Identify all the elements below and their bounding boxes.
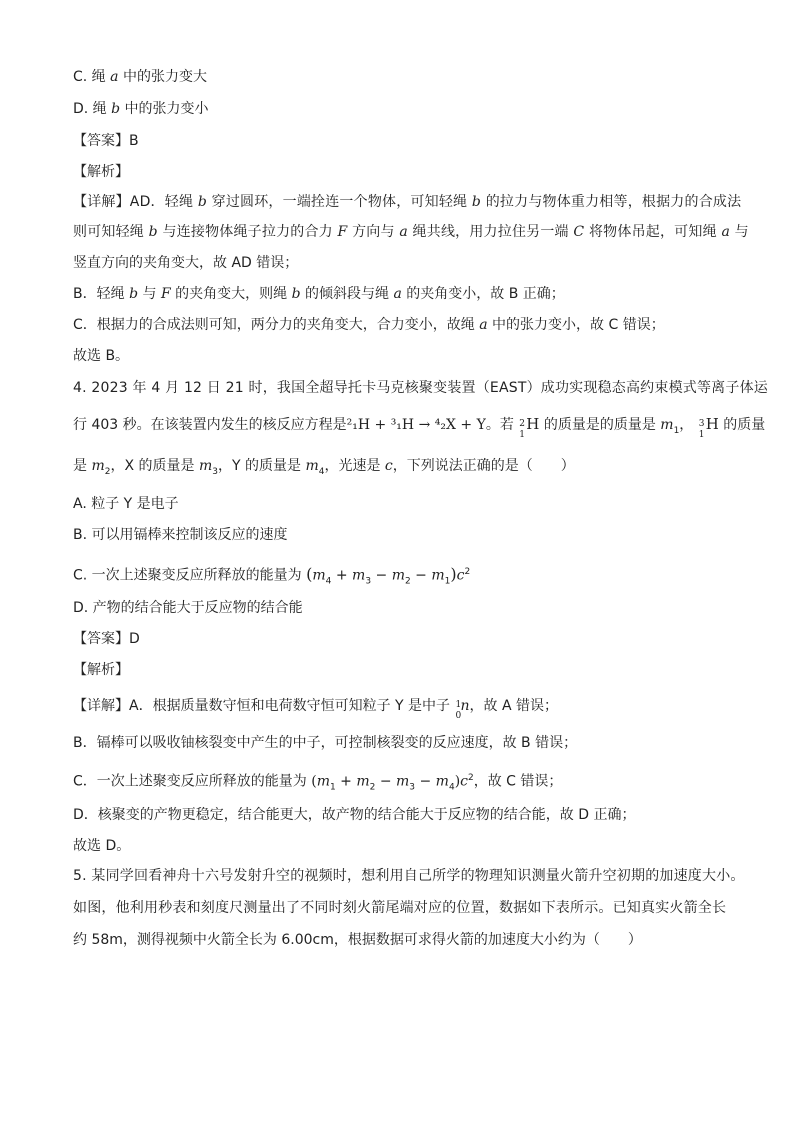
- q4-option-b: B. 可以用镉棒来控制该反应的速度: [73, 527, 288, 543]
- deuterium-symbol: 2 1: [519, 419, 526, 440]
- q4-detail-line-1: 【详解】A．根据质量数守恒和电荷数守恒可知粒子 Y 是中子 1 0 n，故 A 错误；: [73, 698, 558, 721]
- detail-prev-line-3: 竖直方向的夹角变大，故 AD 错误；: [73, 255, 299, 271]
- option-d-prev: D. 绳 b 中的张力变小: [73, 101, 209, 117]
- tritium-symbol: 3 1: [698, 419, 705, 440]
- q4-reaction-equation: ²₁H + ³₁H → ⁴₂X + Y: [346, 417, 486, 433]
- q4-detail-line-5: 故选 D。: [73, 838, 131, 854]
- q4-detail-line-4: D．核聚变的产物更稳定，结合能更大，故产物的结合能大于反应物的结合能，故 D 正确；: [73, 807, 636, 823]
- q5-stem-line-1: 5. 某同学回看神舟十六号发射升空的视频时，想利用自己所学的物理知识测量火箭升空初期的加速度大小。: [73, 868, 745, 884]
- q4-option-a: A. 粒子 Y 是电子: [73, 496, 179, 512]
- answer-prev: 【答案】B: [73, 133, 139, 149]
- detail-prev-line-4: B．轻绳 b 与 F 的夹角变大，则绳 b 的倾斜段与绳 a 的夹角变小，故 B 正确；: [73, 286, 565, 302]
- q4-analysis-label: 【解析】: [73, 662, 129, 678]
- detail-prev-line-6: 故选 B。: [73, 348, 130, 364]
- q4-stem-line-2: 行 403 秒。在该装置内发生的核反应方程是²₁H + ³₁H → ⁴₂X + Y。若 2 1 H 的质量是的质量是 $m_1$， 3 1 H 的质量: [73, 415, 766, 440]
- q4-stem-line-1: 4. 2023 年 4 月 12 日 21 时，我国全超导托卡马克核聚变装置（EAST）成功实现稳态高约束模式等离子体运: [73, 380, 768, 396]
- q4-detail-line-2: B．镉棒可以吸收铀核裂变中产生的中子，可控制核裂变的反应速度，故 B 错误；: [73, 735, 578, 751]
- detail-prev-line-5: C．根据力的合成法则可知，两分力的夹角变大，合力变小，故绳 a 中的张力变小，故 C 错误；: [73, 317, 665, 333]
- q4-option-d: D. 产物的结合能大于反应物的结合能: [73, 600, 303, 616]
- q4-stem-line-3: 是 $m_2$，X 的质量是 $m_3$，Y 的质量是 $m_4$，光速是 c，下列说法正确的是（ ）: [73, 458, 575, 477]
- q4-detail-line-3: C．一次上述聚变反应所释放的能量为 $(m_1 + m_2 - m_3 - m_4)c^2$，故 C 错误；: [73, 773, 563, 793]
- q5-stem-line-3: 约 58m，测得视频中火箭全长为 6.00cm，根据数据可求得火箭的加速度大小约为（ ）: [73, 932, 642, 948]
- q4-option-c: C. 一次上述聚变反应所释放的能量为 $(m_4 + m_3 - m_2 - m_1)c^2$: [73, 564, 471, 587]
- q5-stem-line-2: 如图，他利用秒表和刻度尺测量出了不同时刻火箭尾端对应的位置，数据如下表所示。已知真实火箭全长: [73, 900, 727, 916]
- q4-answer: 【答案】D: [73, 631, 140, 647]
- detail-prev-line-2: 则可知轻绳 b 与连接物体绳子拉力的合力 F 方向与 a 绳共线，用力拉住另一端 C 将物体吊起，可知绳 a 与: [73, 224, 749, 240]
- detail-prev-line-1: 【详解】AD．轻绳 b 穿过圆环，一端拴连一个物体，可知轻绳 b 的拉力与物体重力相等，根据力的合成法: [73, 194, 742, 210]
- option-c-prev: C. 绳 a 中的张力变大: [73, 69, 207, 85]
- analysis-label-prev: 【解析】: [73, 164, 129, 180]
